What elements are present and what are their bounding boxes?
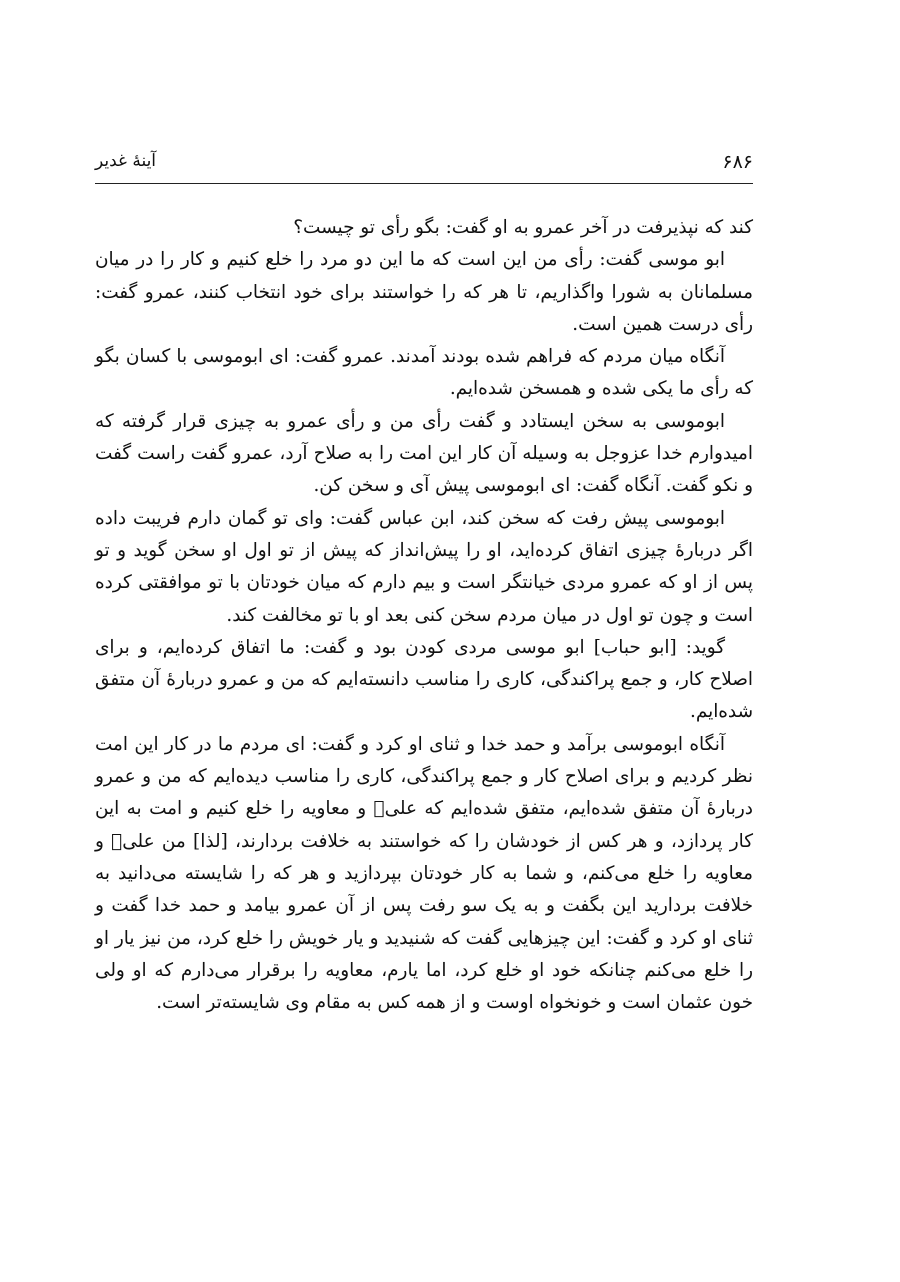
body-text (95, 212, 753, 1019)
paragraph: کند که نپذیرفت در آخر عمرو به او گفت: بگو رأی تو چیست؟ (293, 217, 753, 238)
paragraph: ابوموسی پیش رفت که سخن کند، ابن عباس گفت: وای تو گمان دارم فریبت داده اگر دربارهٔ چیزی اتفاق کرده‌اید، او را پیش‌انداز که پیش از تو اول او سخن گوید و تو پس از او که عمرو مردی خیانتگر است و بیم دارم که میان خودتان با تو موافقتی کرده است و چون تو اول در میان مردم سخن کنی بعد او با تو مخالفت کند. (95, 507, 753, 626)
page-number: ۶۸۶ (722, 151, 753, 173)
paragraph: آنگاه ابوموسی برآمد و حمد خدا و ثنای او کرد و گفت: ای مردم ما در کار این امت نظر کردیم و برای اصلاح کار و جمع پراکندگی، کاری را مناسب دیده‌ایم که من و عمرو دربارهٔ آن متفق شده‌ایم، متفق شده‌ایم که علی﷣ و معاویه را خلع کنیم و امت به این کار پردازد، و هر کس از خودشان را که خواستند به خلافت بردارند، [لذا] من علی﷣ و معاویه را خلع می‌کنم، و شما به کار خودتان بپردازید و هر که را شایسته می‌دانید به خلافت بردارید این بگفت و به یک سو رفت پس از آن عمرو بیامد و حمد خدا گفت و ثنای او کرد و گفت: این چیزهایی گفت که شنیدید و یار خویش را خلع کرد، من نیز یار او را خلع می‌کنم چنانکه خود او خلع کرد، اما یارم، معاویه را برقرار می‌دارم که او ولی خون عثمان است و خونخواه اوست و از همه کس به مقام وی شایسته‌تر است. (95, 733, 753, 1014)
paragraph: ابوموسی به سخن ایستادد و گفت رأی من و رأی عمرو به چیزی قرار گرفته که امیدوارم خدا عزوجل به وسیله آن کار این امت را به صلاح آرد، عمرو گفت راست گفت و نکو گفت. آنگاه گفت: ای ابوموسی پیش آی و سخن کن. (95, 410, 753, 497)
book-title: آینهٔ غدیر (95, 151, 157, 171)
paragraph: آنگاه میان مردم که فراهم شده بودند آمدند. عمرو گفت: ای ابوموسی با کسان بگو که رأی ما یکی شده و همسخن شده‌ایم. (95, 346, 753, 400)
running-header (95, 147, 753, 184)
paragraph: ابو موسی گفت: رأی من این است که ما این دو مرد را خلع کنیم و کار را در میان مسلمانان به شورا واگذاریم، تا هر که را خواستند برای خود انتخاب کنند، عمرو گفت: رأی درست همین است. (95, 249, 753, 335)
book-page (95, 147, 753, 1019)
paragraph: گوید: [ابو حباب] ابو موسی مردی کودن بود و گفت: ما اتفاق کرده‌ایم، و برای اصلاح کار، و جمع پراکندگی، کاری را مناسب دانسته‌ایم که من و عمرو دربارهٔ آن متفق شده‌ایم. (95, 636, 753, 723)
